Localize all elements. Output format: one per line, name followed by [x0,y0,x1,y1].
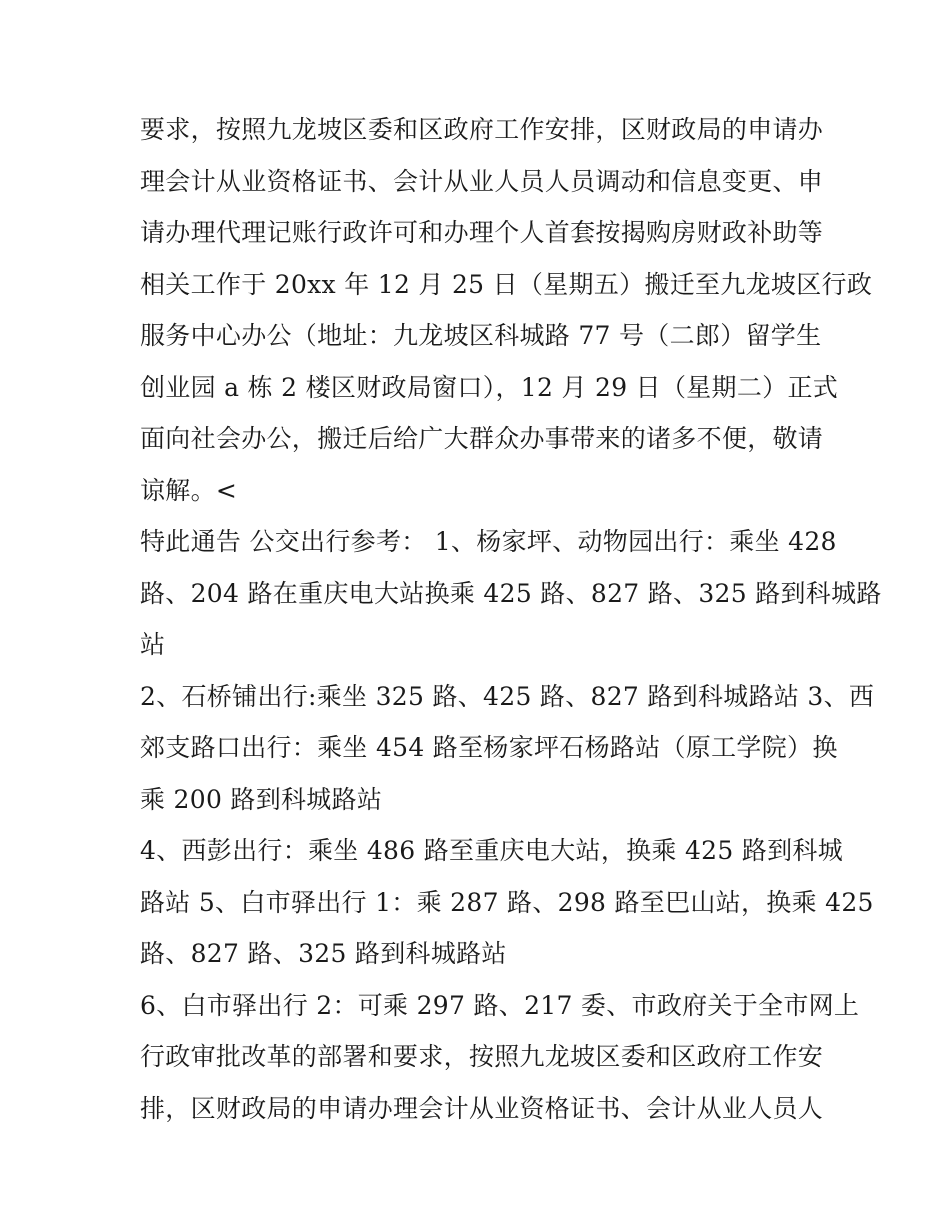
text-line: 理会计从业资格证书、会计从业人员人员调动和信息变更、申 [140,166,824,196]
text-line: 郊支路口出行：乘坐 454 路至杨家坪石杨路站（原工学院）换 [140,733,838,762]
text-line: 相关工作于 20xx 年 12 月 25 日（星期五）搬迁至九龙坡区行政 [140,269,873,299]
text-line: 路站 5、白市驿出行 1：乘 287 路、298 路至巴山站，换乘 425 [140,887,874,917]
text-line: 服务中心办公（地址：九龙坡区科城路 77 号（二郎）留学生 [140,321,822,350]
document-body [140,104,882,1134]
text-line: 站 [140,630,166,659]
text-line: 创业园 a 栋 2 楼区财政局窗口），12 月 29 日（星期二）正式 [140,372,839,402]
text-line: 乘 200 路到科城路站 [140,784,383,814]
text-line: 2、石桥铺出行:乘坐 325 路、425 路、827 路到科城路站 3、西 [140,681,875,711]
text-line: 路、827 路、325 路到科城路站 [140,939,507,968]
text-line: 请办理代理记账行政许可和办理个人首套按揭购房财政补助等 [140,218,824,247]
text-line: 行政审批改革的部署和要求，按照九龙坡区委和区政府工作安 [140,1042,824,1071]
text-line: 特此通告 公交出行参考： 1、杨家坪、动物园出行：乘坐 428 [140,527,837,556]
text-line: 面向社会办公，搬迁后给广大群众办事带来的诸多不便，敬请 [140,424,824,453]
text-line: 谅解。< [140,475,238,505]
text-line: 要求，按照九龙坡区委和区政府工作安排，区财政局的申请办 [140,115,824,144]
text-line: 排，区财政局的申请办理会计从业资格证书、会计从业人员人 [140,1093,824,1123]
text-line: 6、白市驿出行 2：可乘 297 路、217 委、市政府关于全市网上 [140,990,860,1020]
text-line: 路、204 路在重庆电大站换乘 425 路、827 路、325 路到科城路 [140,578,882,608]
text-line: 4、西彭出行：乘坐 486 路至重庆电大站，换乘 425 路到科城 [140,836,844,865]
